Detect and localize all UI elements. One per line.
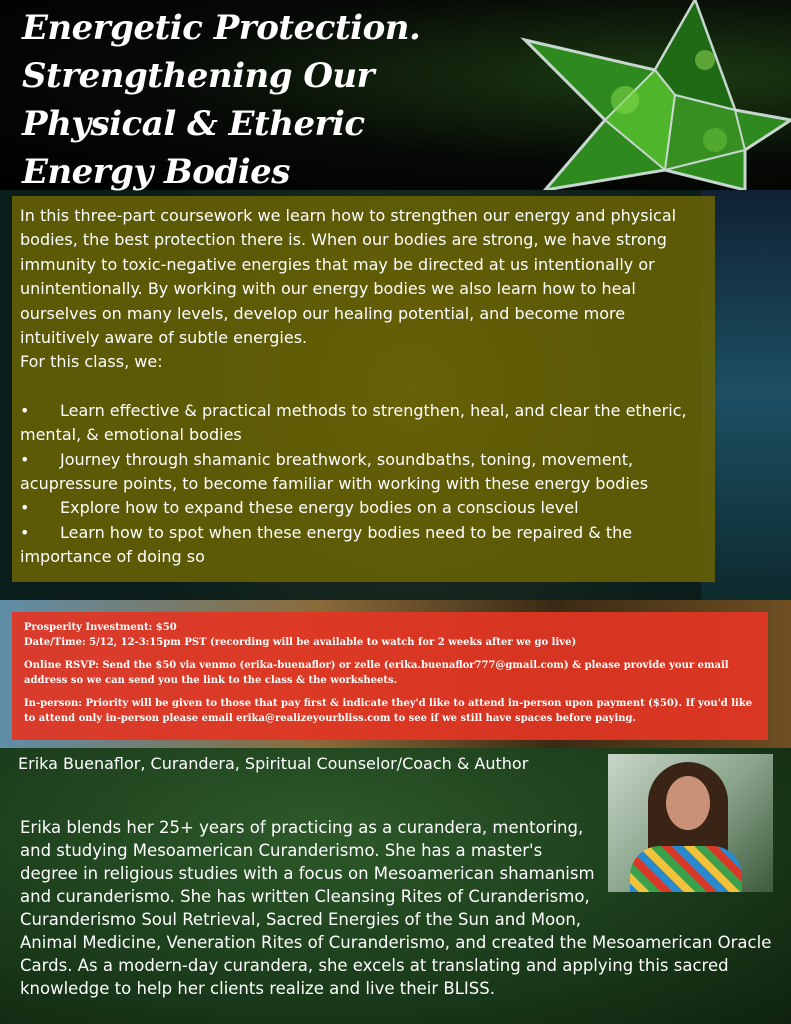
event-in-person: In-person: Priority will be given to those that pay first & indicate they'd like to attend in-person upon payment ($50). If you'd like to attend only in-person please email erika@realizeyourbliss.com to see if we still have spaces before paying. (24, 698, 753, 724)
list-item: • Learn effective & practical methods to strengthen, heal, and clear the etheric, mental, & emotional bodies (20, 400, 687, 445)
description-lead: For this class, we: (20, 352, 163, 372)
feature-list (20, 399, 707, 570)
event-rsvp: Online RSVP: Send the $50 via venmo (erika-buenaflor) or zelle (erika.buenaflor777@gmail.com) & please provide your email address so we can send you the link to the class & the worksheets. (24, 660, 729, 686)
event-investment: Prosperity Investment: $50 (24, 622, 177, 633)
bullet-icon: • (20, 400, 30, 420)
bullet-icon: • (20, 522, 30, 542)
event-datetime: Date/Time: 5/12, 12-3:15pm PST (recording will be available to watch for 2 weeks after we go live) (24, 637, 577, 648)
title-line: Physical & Etheric (22, 104, 365, 144)
page-title (22, 4, 492, 196)
description-intro: In this three-part coursework we learn how to strengthen our energy and physical bodies, the best protection there is. When our bodies are strong, we have strong immunity to toxic-negative energies that may be directed at us intentionally or unintentionally. By working with our energy bodies we also learn how to heal ourselves on many levels, develop our healing potential, and become more intuitively aware of subtle energies. (20, 206, 677, 348)
event-details-panel (12, 612, 768, 740)
title-line: Strengthening Our (22, 56, 375, 96)
bio-text: Erika blends her 25+ years of practicing as a curandera, mentoring, and studying Mesoamerican Curanderismo. She has a master's degree in religious studies with a focus on Mesoamerican shamanism and curanderismo. She has written Cleansing Rites of Curanderismo, Curanderismo Soul Retrieval, Sacred Energies of the Sun and Moon, Animal Medicine, Veneration Rites of Curanderismo, and created the Mesoamerican Oracle Cards. As a modern-day curandera, she excels at translating and applying this sacred knowledge to help her clients realize and live their BLISS. (20, 818, 772, 998)
list-item: • Learn how to spot when these energy bodies need to be repaired & the importance of doing so (20, 522, 633, 567)
title-line: Energetic Protection. (22, 8, 421, 48)
bullet-icon: • (20, 449, 30, 469)
list-item: • Journey through shamanic breathwork, soundbaths, toning, movement, acupressure points, to become familiar with working with these energy bodies (20, 449, 649, 494)
bio-heading: Erika Buenaflor, Curandera, Spiritual Counselor/Coach & Author (18, 754, 529, 773)
list-item: • Explore how to expand these energy bodies on a conscious level (20, 496, 707, 520)
star-decoration-icon (505, 0, 791, 190)
title-line: Energy Bodies (22, 152, 290, 192)
description-panel (12, 196, 715, 582)
bullet-icon: • (20, 498, 30, 518)
